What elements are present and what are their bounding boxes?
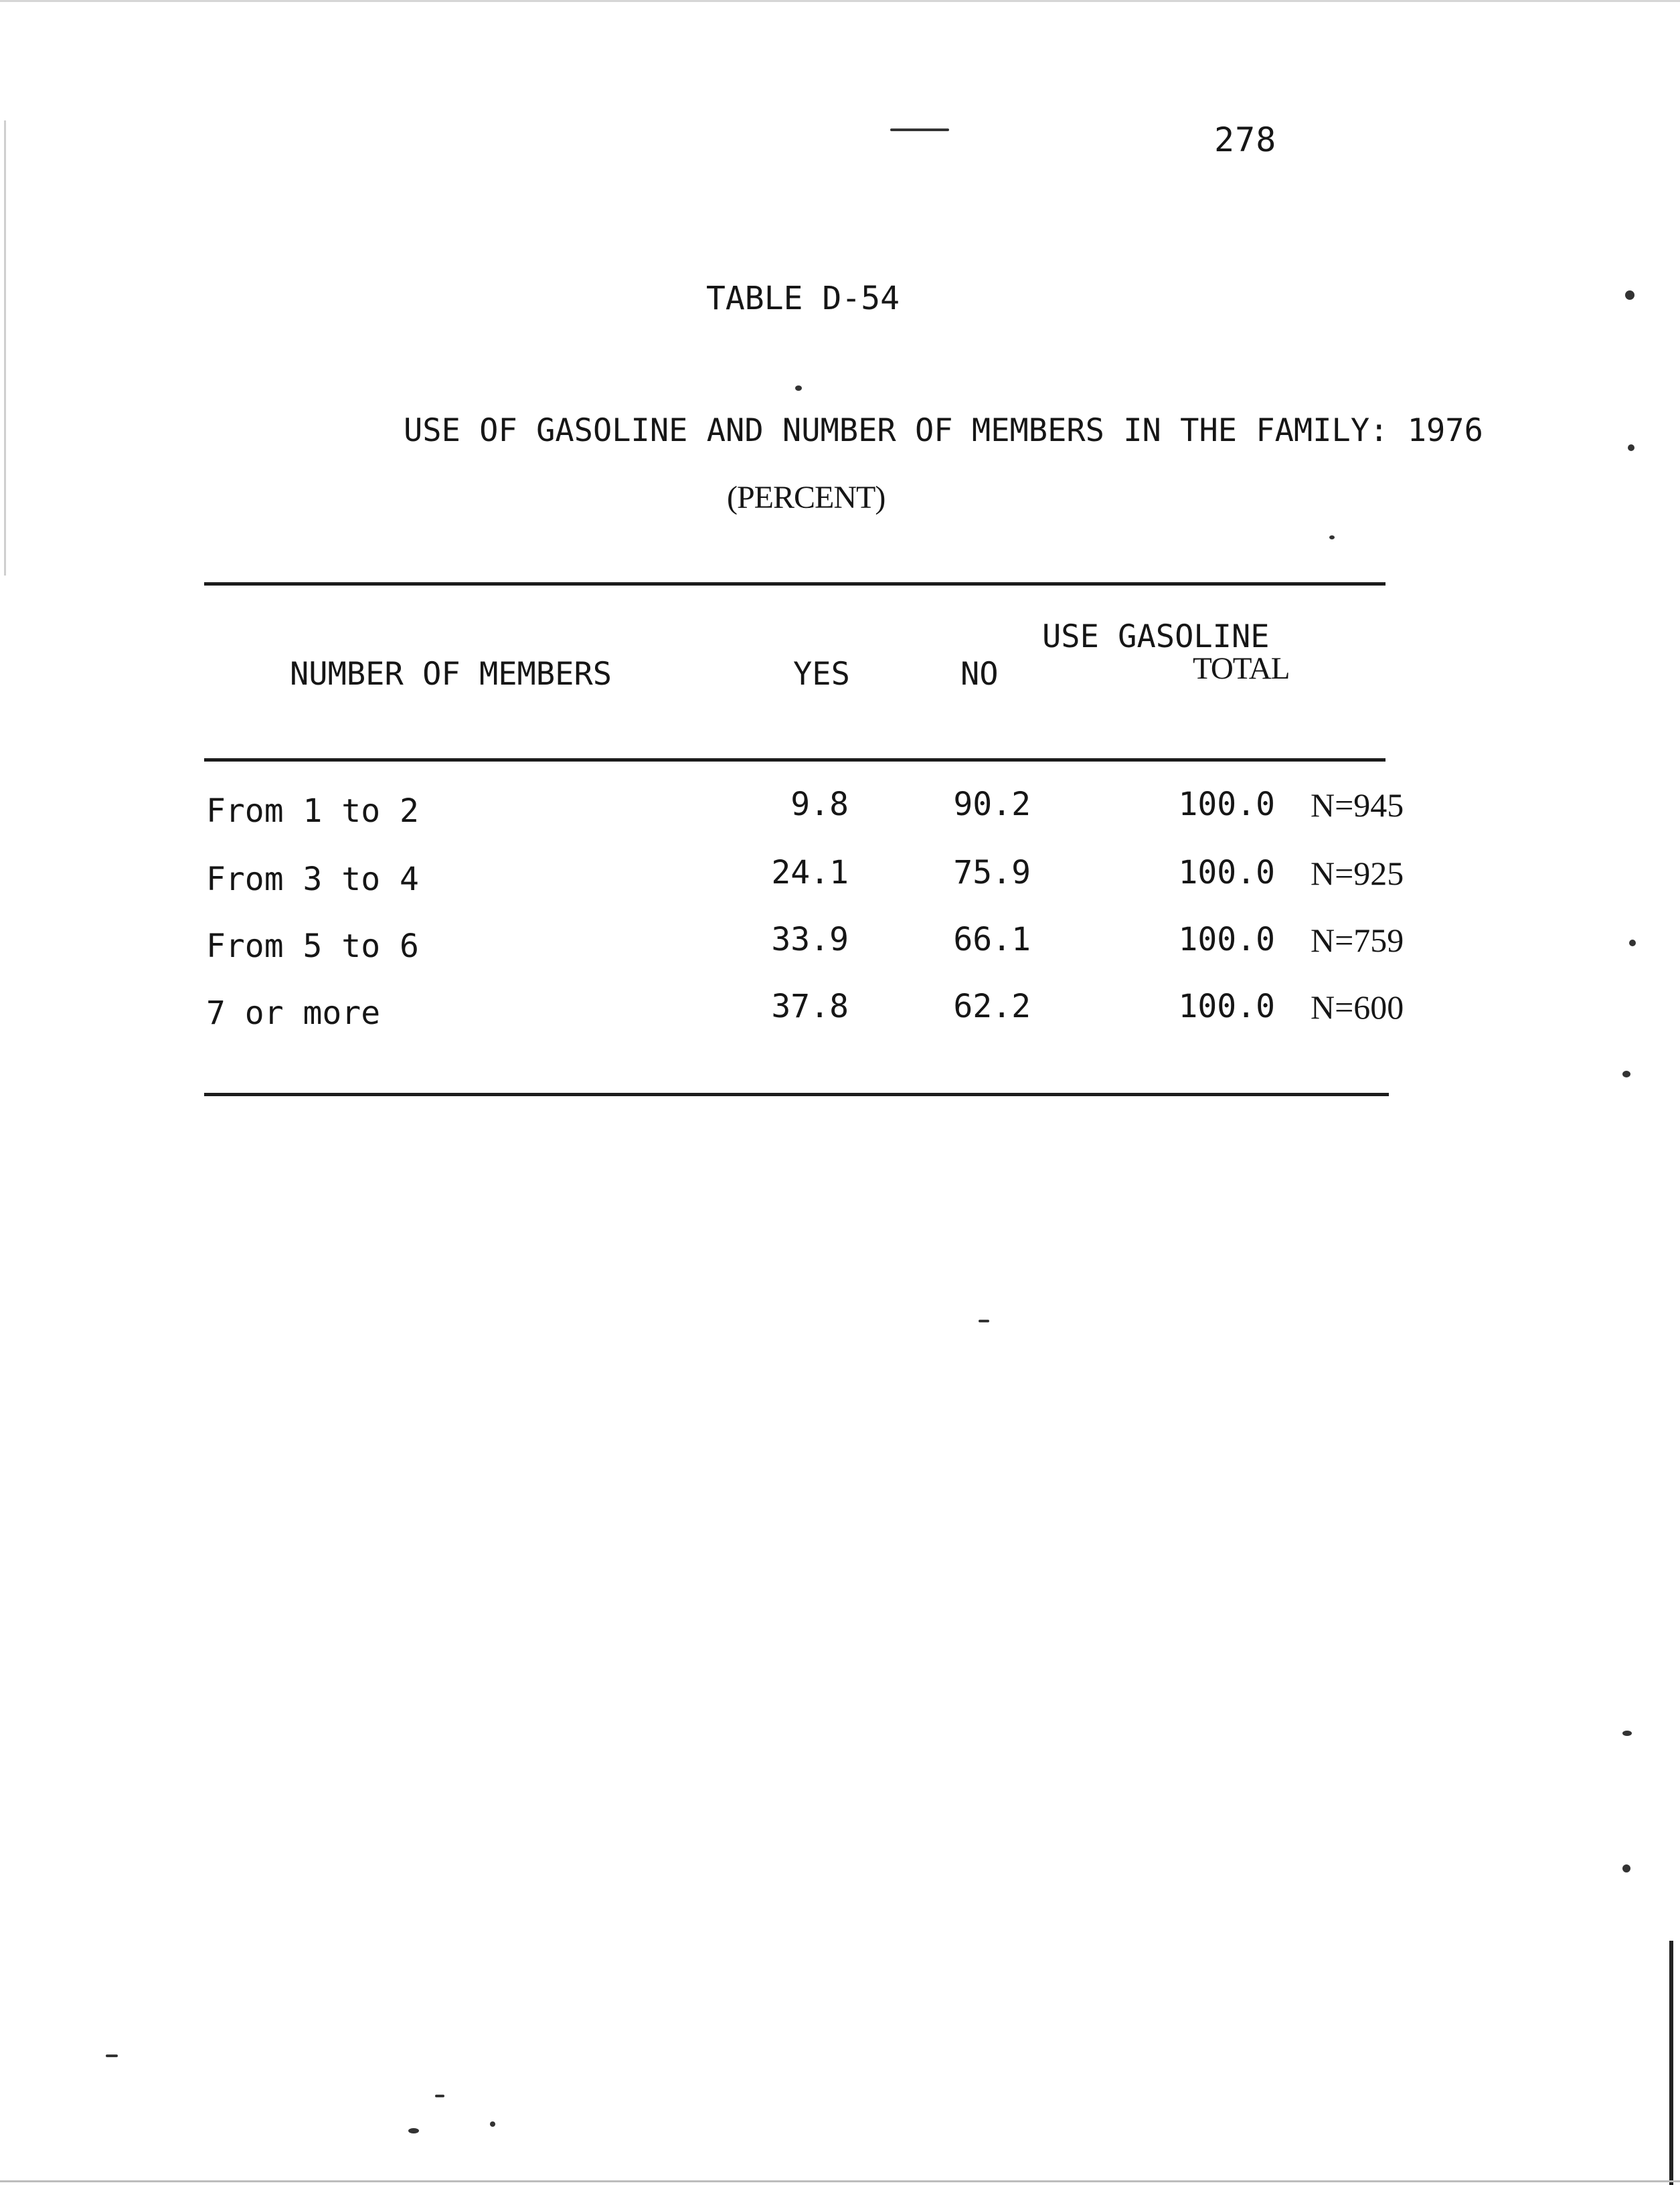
cell-total: 100.0 [1178, 921, 1275, 958]
row-label: From 5 to 6 [206, 928, 419, 965]
cell-yes: 33.9 [771, 921, 849, 958]
table-row [0, 988, 1680, 1041]
scan-speck [1629, 940, 1636, 946]
scan-speck [435, 2095, 444, 2097]
table-row [0, 854, 1680, 907]
scan-edge-right [1669, 1941, 1673, 2185]
column-header-total: TOTAL [1193, 651, 1290, 686]
scan-speck [1625, 290, 1634, 300]
scan-speck [979, 1320, 989, 1322]
scan-speck [1622, 1864, 1630, 1872]
scan-speck [490, 2121, 495, 2127]
scan-speck [890, 128, 949, 131]
cell-sample-size: N=759 [1311, 922, 1404, 959]
scan-edge-left [4, 120, 6, 576]
table-title: USE OF GASOLINE AND NUMBER OF MEMBERS IN THE FAMILY: 1976 [404, 412, 1483, 449]
cell-total: 100.0 [1178, 854, 1275, 891]
scan-speck [795, 385, 802, 391]
row-label: From 1 to 2 [206, 792, 419, 830]
table-row [0, 921, 1680, 974]
scan-speck [1628, 444, 1634, 451]
page-number: 278 [1214, 120, 1277, 159]
scan-speck [1622, 1071, 1630, 1077]
cell-yes: 9.8 [790, 786, 849, 823]
column-group-header: USE GASOLINE [1042, 618, 1270, 655]
scan-speck [408, 2128, 419, 2133]
scan-speck [1329, 535, 1335, 539]
row-label: 7 or more [206, 994, 381, 1032]
scan-edge-top [0, 0, 1680, 2]
header-rule [204, 758, 1385, 762]
table-top-rule [204, 582, 1385, 586]
cell-no: 75.9 [953, 854, 1031, 891]
cell-no: 66.1 [953, 921, 1031, 958]
row-label: From 3 to 4 [206, 861, 419, 898]
cell-total: 100.0 [1178, 786, 1275, 823]
scan-speck [106, 2055, 118, 2057]
cell-yes: 24.1 [771, 854, 849, 891]
column-header-yes: YES [793, 656, 850, 693]
table-bottom-rule [204, 1093, 1389, 1096]
table-row [0, 786, 1680, 839]
cell-yes: 37.8 [771, 988, 849, 1025]
cell-sample-size: N=925 [1311, 855, 1404, 892]
cell-no: 62.2 [953, 988, 1031, 1025]
column-header-members: NUMBER OF MEMBERS [290, 656, 612, 693]
scan-speck [1622, 1731, 1632, 1736]
table-unit: (PERCENT) [727, 480, 886, 515]
column-header-no: NO [960, 656, 999, 693]
scan-edge-bottom [0, 2180, 1680, 2182]
cell-total: 100.0 [1178, 988, 1275, 1025]
cell-sample-size: N=600 [1311, 988, 1404, 1026]
cell-sample-size: N=945 [1311, 786, 1404, 824]
table-id: TABLE D-54 [706, 280, 900, 317]
cell-no: 90.2 [953, 786, 1031, 823]
